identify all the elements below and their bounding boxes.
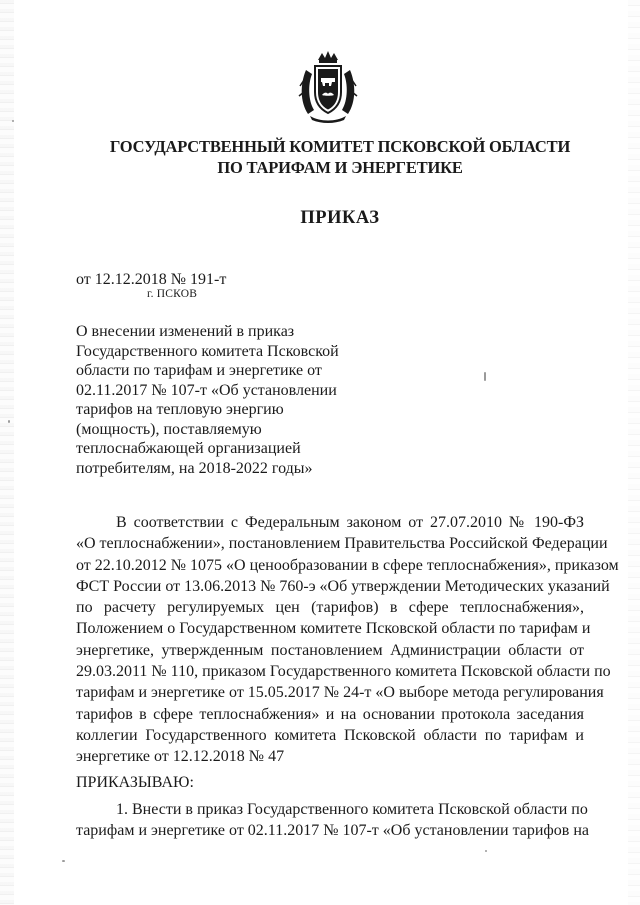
subject-line: (мощность), поставляемую (76, 420, 262, 438)
subject-line: Государственного комитета Псковской (76, 342, 339, 360)
body-line: энергетике, утвержденным постановлением Администрации области от (76, 641, 584, 659)
item-line: тарифам и энергетике от 02.11.2017 № 107-т «Об установлении тарифов на (76, 822, 589, 840)
scan-speck (485, 850, 487, 852)
body-line: Положением о Государственном комитете Псковской области по тарифам и (76, 620, 591, 638)
body-line: по расчету регулируемых цен (тарифов) в сфере теплоснабжения», (76, 599, 584, 617)
body-line: В соответствии с Федеральным законом от 27.07.2010 № 190-ФЗ (116, 514, 584, 531)
order-date-number: от 12.12.2018 № 191-т (76, 271, 227, 288)
subject-line: тарифов на тепловую энергию (76, 401, 284, 418)
scan-edge-right (628, 0, 640, 905)
org-title-line-2: ПО ТАРИФАМ И ЭНЕРГЕТИКЕ (217, 158, 463, 177)
command-heading: ПРИКАЗЫВАЮ: (76, 774, 194, 791)
subject-line: 02.11.2017 № 107-т «Об установлении (76, 381, 337, 399)
item-line: 1. Внести в приказ Государственного комитета Псковской области по (116, 801, 588, 818)
pskov-oblast-coat-of-arms-icon (298, 50, 358, 124)
scan-speck (484, 372, 486, 381)
document-type-heading: ПРИКАЗ (300, 208, 380, 228)
subject-line: области по тарифам и энергетике от (76, 362, 322, 379)
subject-line: теплоснабжающей организацией (76, 440, 301, 457)
scan-speck (62, 860, 65, 862)
body-line: от 22.10.2012 № 1075 «О ценообразовании в сфере теплоснабжения», приказом (76, 556, 619, 574)
subject-line: потребителям, на 2018-2022 годы» (76, 459, 313, 477)
city-label: г. ПСКОВ (147, 288, 198, 300)
body-line: коллегии Государственного комитета Псковской области по тарифам и (76, 726, 584, 744)
organization-title (70, 136, 610, 178)
scan-speck (8, 420, 10, 423)
org-title-line-1: ГОСУДАРСТВЕННЫЙ КОМИТЕТ ПСКОВСКОЙ ОБЛАСТИ (109, 137, 571, 156)
preamble-paragraph (76, 512, 619, 768)
scan-speck (12, 120, 14, 122)
scan-edge-left (0, 0, 14, 905)
body-line: тарифов в сфере теплоснабжения» и на основании протокола заседания (76, 705, 584, 723)
subject-line: О внесении изменений в приказ (76, 323, 295, 340)
body-line: «О теплоснабжении», постановлением Правительства Российской Федерации (76, 535, 608, 553)
body-line: энергетике от 12.12.2018 № 47 (76, 748, 285, 766)
order-item-1 (76, 799, 589, 842)
order-subject (76, 322, 366, 478)
body-line: 29.03.2011 № 110, приказом Государственного комитета Псковской области по (76, 663, 611, 681)
body-line: тарифам и энергетике от 15.05.2017 № 24-т «О выборе метода регулирования (76, 684, 604, 702)
body-line: ФСТ России от 13.06.2013 № 760-э «Об утверждении Методических указаний (76, 577, 610, 595)
